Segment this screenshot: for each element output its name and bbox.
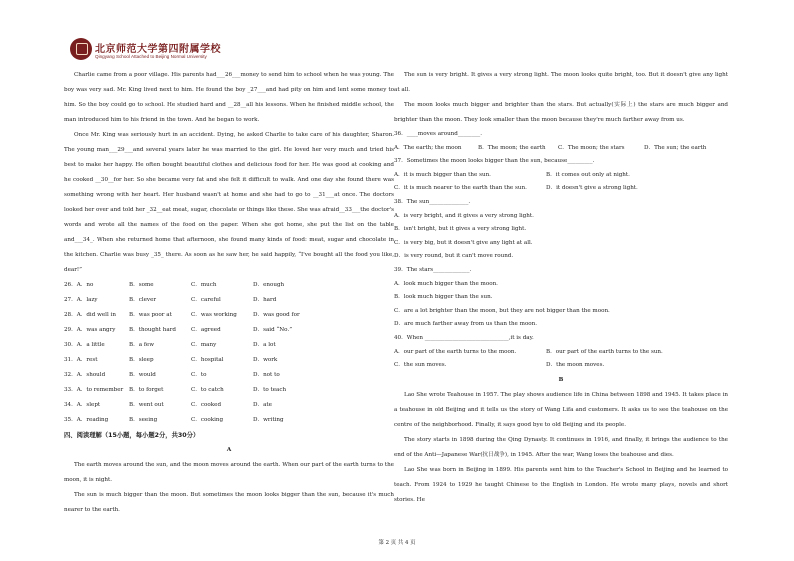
option: A．is very bright, and it gives a very strong light. (394, 212, 534, 219)
reading-a-paragraph-1: The earth moves around the sun, and the moon moves around the earth. When our part of the earth turns to the moon, it is night. (64, 462, 394, 483)
option: D．said “No.” (253, 327, 293, 333)
option: C．it is much nearer to the earth than the sun. (394, 185, 527, 192)
logo-chinese-name: 北京师范大学第四附属学校 (95, 44, 221, 55)
question-37-options (394, 169, 728, 196)
option: D．The sun; the earth (644, 144, 707, 151)
option: 31．A．rest (64, 357, 98, 363)
left-column (64, 68, 394, 518)
option: 28．A．did well in (64, 312, 116, 318)
option: B．sleep (129, 357, 154, 363)
option: D．not to (253, 372, 280, 378)
option: A．it is much bigger than the sun. (394, 171, 491, 178)
option: 29．A．was angry (64, 327, 116, 333)
option: D．to teach (253, 387, 287, 393)
option: B．seeing (129, 417, 158, 423)
school-logo (70, 38, 230, 68)
option-row (64, 413, 394, 428)
option: 26．A．no (64, 282, 94, 288)
option-row (64, 293, 394, 308)
option: C．The moon; the stars (558, 144, 625, 151)
option: 32．A．should (64, 372, 106, 378)
option: 35．A．reading (64, 417, 109, 423)
option-row (64, 338, 394, 353)
option: C．cooked (191, 402, 222, 408)
question-40: 40．When ______________________________,it is day. (394, 334, 534, 341)
option: A．The earth; the moon (394, 144, 462, 151)
option: B．thought hard (129, 327, 176, 333)
cloze-paragraph-1: Charlie came from a poor village. His parents had___26___money to send him to school when he was young. The boy was very sad. Mr. King lived next to him. He found the boy _27___and had pity on him and lent some money to him. So the boy could go to school. He studied hard and __28__all his lessons. When he finished middle school, the man introduced him to his friend in the town. And he began to work. (64, 72, 394, 123)
option-row (64, 308, 394, 323)
option: D．it doesn't give a strong light. (546, 185, 638, 192)
reading-a-paragraph-2: The sun is much bigger than the moon. But sometimes the moon looks bigger than the sun, because it's much nearer to the earth. (64, 492, 394, 513)
option: C．the sun moves. (394, 362, 447, 369)
option: D．are much farther away from us than the moon. (394, 321, 538, 328)
option: B．The moon; the earth (478, 144, 546, 151)
option: C．was working (191, 312, 237, 318)
question-38: 38．The sun______________. (394, 198, 471, 205)
option-row (64, 368, 394, 383)
option: C．to catch (191, 387, 224, 393)
option: C．hospital (191, 357, 224, 363)
option: 27．A．lazy (64, 297, 98, 303)
section-heading: 四、阅读理解（15小题，每小题2分，共30分） (64, 432, 200, 439)
option: D．hard (253, 297, 277, 303)
option: B．would (129, 372, 156, 378)
option: B．a few (129, 342, 154, 348)
option: C．careful (191, 297, 221, 303)
cloze-paragraph-2: Once Mr. King was seriously hurt in an accident. Dying, he asked Charlie to take care of his daughter, Sharon. The young man___29___and several years later he was married to the girl. He loved her very much and tried his best to make her happy. He often bought beautiful clothes and delicious food for her. He was good at cooking and he cooked __30__for her. So she became very fat and she felt it difficult to walk. And one day she found there was something wrong with her heart. Her husband wasn't at home and she had to go to __31___at once. The doctors looked her over and told her _32__eat meat, sugar, chocolate or things like these. She was afraid__33___the doctor's words and wrote all the names of the food on the paper. When she got home, she put the list on the table and___34_. When she returned home that afternoon, she found many kinds of food: meat, sugar and chocolate in the kitchen. Charlie was busy _35_ there. As soon as he saw her, he said happily, “I've bought all the food you like, dear!” (64, 132, 394, 273)
option: 34．A．slept (64, 402, 101, 408)
option-row (64, 323, 394, 338)
option: D．was good for (253, 312, 300, 318)
option: C．cooking (191, 417, 224, 423)
option: C．are a lot brighter than the moon, but they are not bigger than the moon. (394, 307, 610, 314)
option: A．look much bigger than the moon. (394, 280, 498, 287)
cloze-options (64, 278, 394, 428)
school-seal-icon (70, 38, 92, 60)
option: C．much (191, 282, 217, 288)
reading-a-paragraph-4: The moon looks much bigger and brighter than the stars. But actually(实际上) the stars are much bigger and brighter than the moon. They look smaller than the moon because they're much farther away from us. (394, 102, 728, 123)
right-column (394, 68, 728, 508)
option: C．is very big, but it doesn't give any light at all. (394, 239, 533, 246)
option: B．our part of the earth turns to the sun. (546, 348, 663, 355)
option: B．was poor at (129, 312, 172, 318)
option: D．is very round, but it can't move round. (394, 253, 514, 260)
option: 30．A．a little (64, 342, 105, 348)
reading-a-paragraph-3: The sun is very bright. It gives a very strong light. The moon looks quite bright, too. But it doesn't give any light at all. (394, 72, 728, 93)
option: B．it comes out only at night. (546, 171, 630, 178)
question-37: 37．Sometimes the moon looks bigger than the sun, because_________. (394, 158, 595, 165)
option: C．agreed (191, 327, 221, 333)
option: B．went out (129, 402, 164, 408)
option: D．the moon moves. (546, 362, 605, 369)
reading-b-paragraph-2: The story starts in 1898 during the Qing Dynasty. It continues in 1916, and finally, it brings the audience to the end of the Anti—Japanese War(抗日战争), in 1945. After the war, Wang loses the teahouse and dies. (394, 436, 728, 458)
option-row (64, 398, 394, 413)
option-row (64, 278, 394, 293)
question-36: 36．____moves around________. (394, 131, 483, 137)
option: B．look much bigger than the sun. (394, 294, 493, 301)
option: A．our part of the earth turns to the moon. (394, 348, 517, 355)
option: C．to (191, 372, 207, 378)
reading-b-paragraph-1: Lao She wrote Teahouse in 1957. The play shows audience life in China between 1898 and 1945. It takes place in a teahouse in old Beijing and it tells us the story of Wang Lifa and customers. It asks us to see the teahouse on the centre of the neighborhood. Finally, it says good bye to old Beijing and its people. (394, 391, 728, 428)
reading-b-paragraph-3: Lao She was born in Beijing in 1899. His parents sent him to the Teacher's School in Beijing and he learned to teach. From 1924 to 1929 he taught Chinese to the English in London. He wrote many plays, novels and short stories. He (394, 466, 728, 503)
question-40-options (394, 346, 728, 373)
option: B．isn't bright, but it gives a very strong light. (394, 226, 527, 233)
option: B．to forget (129, 387, 164, 393)
part-b-label: B (558, 376, 564, 383)
option: 33．A．to remember (64, 387, 124, 393)
option: C．many (191, 342, 217, 348)
option: D．a lot (253, 342, 276, 348)
option: D．writing (253, 417, 284, 423)
question-39: 39．The stars_____________. (394, 266, 472, 273)
option: D．ate (253, 402, 272, 408)
option: B．clever (129, 297, 157, 303)
option-row (64, 383, 394, 398)
option: D．work (253, 357, 278, 363)
logo-english-name: Qingyang School Attached to Beijing Normal University (95, 54, 207, 59)
option-row (64, 353, 394, 368)
option: D．enough (253, 282, 285, 288)
part-a-label: A (226, 447, 232, 453)
question-36-options (394, 142, 728, 156)
option: B．some (129, 282, 154, 288)
page-number: 第 2 页 共 4 页 (378, 540, 416, 546)
